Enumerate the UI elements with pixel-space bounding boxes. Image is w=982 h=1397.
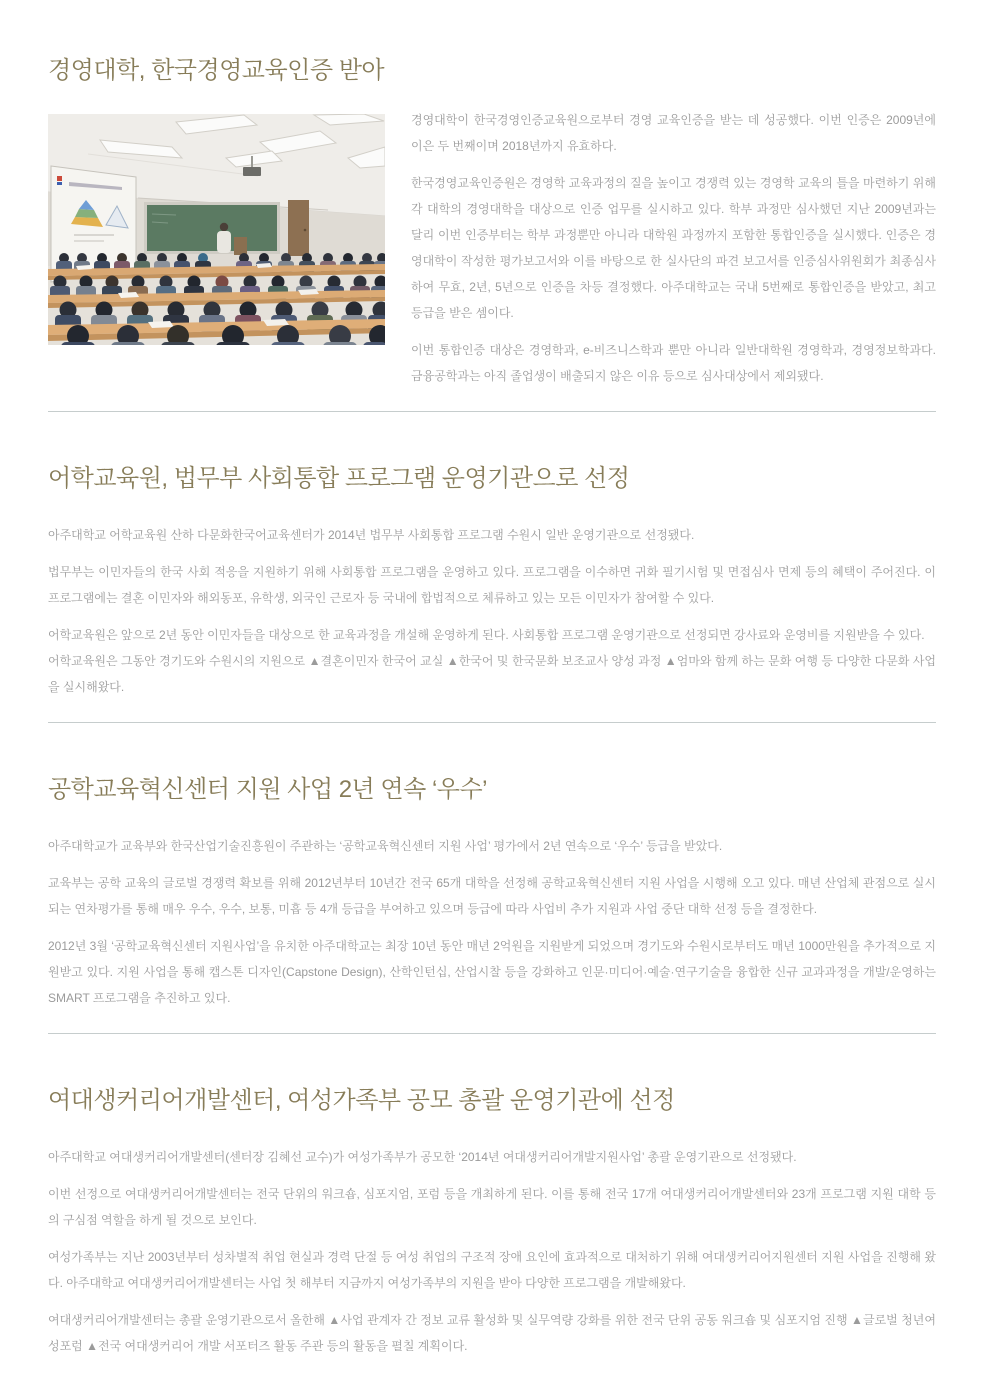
article-title-engineering-center: 공학교육혁신센터 지원 사업 2년 연속 ‘우수’ [48, 776, 487, 803]
article-text-column [411, 107, 936, 389]
paragraph: 교육부는 공학 교육의 글로벌 경쟁력 확보를 위해 2012년부터 10년간 전국 65개 대학을 선정해 공학교육혁신센터 지원 사업을 시행해 오고 있다. 매년 산업체 관점으로 실시되는 연차평가를 통해 매우 우수, 우수, 보통, 미흡 등 4개 등급을 부여하고 있으며 등급에 따라 사업비 추가 지원과 사업 중단 대학 선정 등을 결정한다. [48, 876, 936, 916]
paragraph: 이번 통합인증 대상은 경영학과, e-비즈니스학과 뿐만 아니라 일반대학원 경영학과, 경영정보학과다. 금융공학과는 아직 졸업생이 배출되지 않은 이유 등으로 심사대상에서 제외됐다. [411, 343, 936, 383]
classroom-photo [48, 114, 385, 345]
article-section-business-accreditation [48, 56, 936, 389]
paragraph: 2012년 3월 ‘공학교육혁신센터 지원사업’을 유치한 아주대학교는 최장 10년 동안 매년 2억원을 지원받게 되었으며 경기도와 수원시로부터도 매년 1000만원을 추가적으로 지원받고 있다. 지원 사업을 통해 캡스톤 디자인(Capstone Design), 산학인턴십, 산업시찰 등을 강화하고 인문·미디어·예술·연구기술을 융합한 신규 교과과정을 개발/운영하는 SMART 프로그램을 추진하고 있다. [48, 939, 936, 1005]
article-title-career-center: 여대생커리어개발센터, 여성가족부 공모 총괄 운영기관에 선정 [48, 1087, 675, 1114]
paragraph: 경영대학이 한국경영인증교육원으로부터 경영 교육인증을 받는 데 성공했다. 이번 인증은 2009년에 이은 두 번째이며 2018년까지 유효하다. [411, 113, 936, 153]
paragraph: 여성가족부는 지난 2003년부터 성차별적 취업 현실과 경력 단절 등 여성 취업의 구조적 장애 요인에 효과적으로 대처하기 위해 여대생커리어지원센터 지원 사업을 진행해 왔다. 아주대학교 여대생커리어개발센터는 사업 첫 해부터 지금까지 여성가족부의 지원을 받아 다양한 프로그램을 개발해왔다. [48, 1250, 936, 1290]
article-title-language-institute: 어학교육원, 법무부 사회통합 프로그램 운영기관으로 선정 [48, 465, 630, 492]
paragraph: 법무부는 이민자들의 한국 사회 적응을 지원하기 위해 사회통합 프로그램을 운영하고 있다. 프로그램을 이수하면 귀화 필기시험 및 면접심사 면제 등의 혜택이 주어진다. 이 프로그램에는 결혼 이민자와 해외동포, 유학생, 외국인 근로자 등 국내에 합법적으로 체류하고 있는 모든 이민자가 참여할 수 있다. [48, 565, 936, 605]
paragraph: 어학교육원은 그동안 경기도와 수원시의 지원으로 ▲결혼이민자 한국어 교실 ▲한국어 및 한국문화 보조교사 양성 과정 ▲엄마와 함께 하는 문화 여행 등 다양한 다문화 사업을 실시해왔다. [48, 654, 936, 694]
paragraph: 아주대학교 어학교육원 산하 다문화한국어교육센터가 2014년 법무부 사회통합 프로그램 수원시 일반 운영기관으로 선정됐다. [48, 528, 695, 542]
paragraph: 아주대학교가 교육부와 한국산업기술진흥원이 주관하는 ‘공학교육혁신센터 지원 사업’ 평가에서 2년 연속으로 ‘우수’ 등급을 받았다. [48, 839, 723, 853]
paragraph: 이번 선정으로 여대생커리어개발센터는 전국 단위의 워크숍, 심포지엄, 포럼 등을 개최하게 된다. 이를 통해 전국 17개 여대생커리어개발센터와 23개 프로그램 지원 대학 등의 구심점 역할을 하게 될 것으로 보인다. [48, 1187, 936, 1227]
article-body-row [48, 114, 936, 389]
article-section-career-center [48, 1034, 936, 1359]
article-section-engineering-center [48, 723, 936, 1011]
article-title-business-accreditation: 경영대학, 한국경영교육인증 받아 [48, 57, 385, 84]
paragraph: 여대생커리어개발센터는 총괄 운영기관으로서 올한해 ▲사업 관계자 간 정보 교류 활성화 및 실무역량 강화를 위한 전국 단위 공동 워크숍 및 심포지엄 진행 ▲글로벌 청년여성포럼 ▲전국 여대생커리어 개발 서포터즈 활동 주관 등의 활동을 펼칠 계획이다. [48, 1313, 936, 1353]
paragraph: 한국경영교육인증원은 경영학 교육과정의 질을 높이고 경쟁력 있는 경영학 교육의 틀을 마련하기 위해 각 대학의 경영대학을 대상으로 인증 업무를 실시하고 있다. 학부 과정만 심사했던 지난 2009년과는 달리 이번 인증부터는 학부 과정뿐만 아니라 대학원 과정까지 포함한 통합인증을 실시했다. 인증은 경영대학이 작성한 평가보고서와 이를 바탕으로 한 실사단의 파견 보고서를 인증심사위원회가 최종심사하여 무효, 2년, 5년으로 인증을 차등 결정했다. 아주대학교는 국내 5번째로 통합인증을 받았고, 최고등급을 받은 셈이다. [411, 176, 936, 320]
paragraph: 어학교육원은 앞으로 2년 동안 이민자들을 대상으로 한 교육과정을 개설해 운영하게 된다. 사회통합 프로그램 운영기관으로 선정되면 강사료와 운영비를 지원받을 수 있다. [48, 628, 925, 642]
article-section-language-institute [48, 412, 936, 700]
paragraph: 아주대학교 여대생커리어개발센터(센터장 김혜선 교수)가 여성가족부가 공모한 ‘2014년 여대생커리어개발지원사업’ 총괄 운영기관으로 선정됐다. [48, 1150, 797, 1164]
